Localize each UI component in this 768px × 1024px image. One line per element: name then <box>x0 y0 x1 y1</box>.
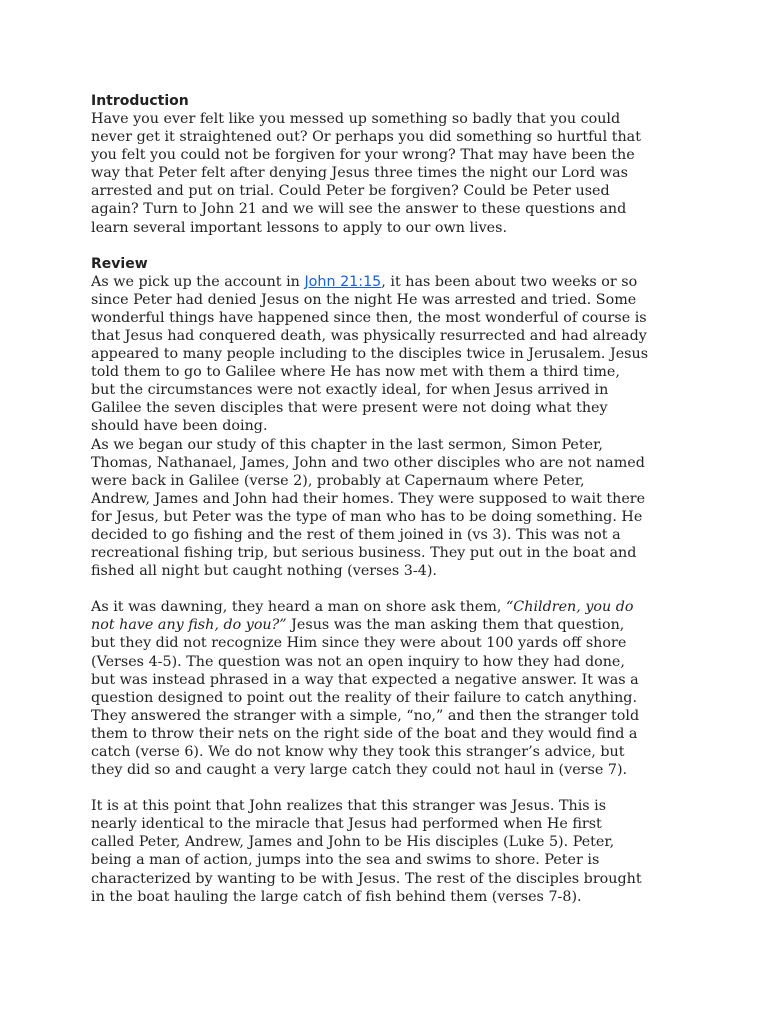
text-line: for Jesus, but Peter was the type of man who has to be doing something. He <box>91 508 643 525</box>
text-line: As we began our study of this chapter in the last sermon, Simon Peter, <box>91 436 603 453</box>
fishing-paragraph <box>91 436 691 581</box>
introduction-heading: Introduction <box>91 93 189 109</box>
text-line: Have you ever felt like you messed up something so badly that you could <box>91 111 621 127</box>
text-line: learn several important lessons to apply to our own lives. <box>91 219 508 236</box>
quote-text: not have any fish, do you?” <box>91 617 287 634</box>
text-line <box>91 273 691 291</box>
text-run: , it has been about two weeks or so <box>381 273 638 290</box>
text-run: As we pick up the account in <box>91 273 305 290</box>
text-line: called Peter, Andrew, James and John to be His disciples (Luke 5). Peter, <box>91 834 615 851</box>
paragraph-gap <box>91 237 691 255</box>
text-line <box>91 598 691 616</box>
text-line: decided to go fishing and the rest of them joined in (vs 3). This was not a <box>91 526 621 543</box>
dawning-paragraph <box>91 598 691 779</box>
text-line: never get it straightened out? Or perhaps you did something so hurtful that <box>91 129 641 146</box>
text-line <box>91 616 691 634</box>
quote-text: “Children, you do <box>506 599 634 616</box>
text-line: nearly identical to the miracle that Jesus had performed when He first <box>91 816 602 833</box>
text-line: since Peter had denied Jesus on the night He was arrested and tried. Some <box>91 291 637 308</box>
review-heading: Review <box>91 255 148 272</box>
text-run: Jesus was the man asking them that question, <box>286 617 625 634</box>
text-line: wonderful things have happened since then, the most wonderful of course is <box>91 309 647 326</box>
introduction-section <box>91 92 691 237</box>
text-run: As it was dawning, they heard a man on shore ask them, <box>91 599 506 616</box>
text-line: told them to go to Galilee where He has now met with them a third time, <box>91 364 620 381</box>
text-line: It is at this point that John realizes that this stranger was Jesus. This is <box>91 798 607 815</box>
document-page <box>91 92 691 906</box>
text-line: way that Peter felt after denying Jesus three times the night our Lord was <box>91 165 628 182</box>
text-line: Galilee the seven disciples that were present were not doing what they <box>91 400 608 417</box>
text-line: should have been doing. <box>91 418 268 435</box>
review-paragraph <box>91 273 691 436</box>
text-line: but they did not recognize Him since they were about 100 yards off shore <box>91 635 627 652</box>
text-line: catch (verse 6). We do not know why they took this stranger’s advice, but <box>91 744 625 760</box>
text-line: (Verses 4-5). The question was not an open inquiry to how they had done, <box>91 653 625 670</box>
text-line: but the circumstances were not exactly ideal, for when Jesus arrived in <box>91 382 609 399</box>
paragraph-gap <box>91 779 691 797</box>
text-line: but was instead phrased in a way that expected a negative answer. It was a <box>91 671 639 688</box>
text-line: you felt you could not be forgiven for your wrong? That may have been the <box>91 147 635 164</box>
text-line: being a man of action, jumps into the sea and swims to shore. Peter is <box>91 852 600 869</box>
text-line: They answered the stranger with a simple, “no,” and then the stranger told <box>91 707 640 724</box>
text-line: recreational fishing trip, but serious business. They put out in the boat and <box>91 545 637 562</box>
text-line: arrested and put on trial. Could Peter be forgiven? Could be Peter used <box>91 183 610 200</box>
paragraph-gap <box>91 580 691 598</box>
scripture-link[interactable]: John 21:15 <box>304 273 382 290</box>
review-section <box>91 255 691 581</box>
text-line: Thomas, Nathanael, James, John and two other disciples who are not named <box>91 454 645 471</box>
text-line: appeared to many people including to the disciples twice in Jerusalem. Jesus <box>91 346 649 363</box>
text-line: in the boat hauling the large catch of fish behind them (verses 7-8). <box>91 888 582 905</box>
text-line: Andrew, James and John had their homes. They were supposed to wait there <box>91 490 646 507</box>
text-line: fished all night but caught nothing (verses 3-4). <box>91 563 437 580</box>
text-line: they did so and caught a very large catch they could not haul in (verse 7). <box>91 762 628 779</box>
text-line: that Jesus had conquered death, was physically resurrected and had already <box>91 327 647 344</box>
text-line: characterized by wanting to be with Jesus. The rest of the disciples brought <box>91 870 642 887</box>
john-realizes-paragraph <box>91 797 691 906</box>
text-line: them to throw their nets on the right side of the boat and they would find a <box>91 725 638 742</box>
text-line: question designed to point out the reality of their failure to catch anything. <box>91 689 637 706</box>
text-line: were back in Galilee (verse 2), probably at Capernaum where Peter, <box>91 472 585 489</box>
introduction-paragraph <box>91 110 691 237</box>
text-line: again? Turn to John 21 and we will see the answer to these questions and <box>91 201 627 218</box>
